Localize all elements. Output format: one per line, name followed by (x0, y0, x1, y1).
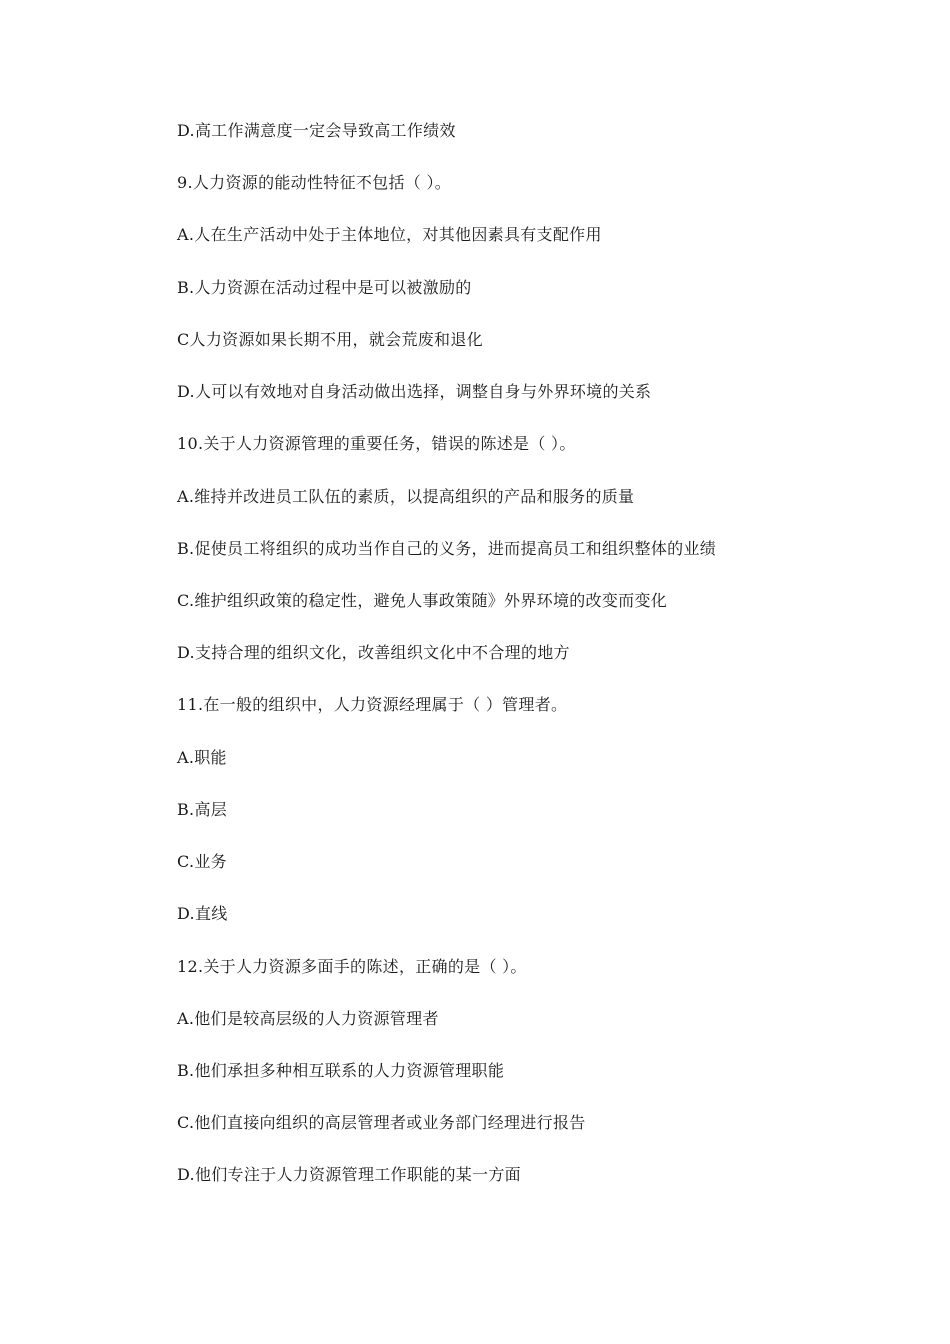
question-10-stem: 10.关于人力资源管理的重要任务，错误的陈述是（ ）。 (177, 434, 576, 453)
question-12-option-a: A.他们是较高层级的人力资源管理者 (177, 1009, 439, 1028)
question-9-option-d: D.人可以有效地对自身活动做出选择，调整自身与外界环境的关系 (177, 382, 652, 401)
question-12-option-b: B.他们承担多种相互联系的人力资源管理职能 (177, 1061, 505, 1080)
question-11-option-a: A.职能 (177, 748, 227, 767)
question-9-option-a: A.人在生产活动中处于主体地位，对其他因素具有支配作用 (177, 225, 602, 244)
question-11-option-c: C.业务 (177, 852, 227, 871)
question-10-option-b: B.促使员工将组织的成功当作自己的义务，进而提高员工和组织整体的业绩 (177, 539, 717, 558)
question-9-option-b: B.人力资源在活动过程中是可以被激励的 (177, 278, 472, 297)
question-9-stem: 9.人力资源的能动性特征不包括（ ）。 (177, 173, 452, 192)
question-11-option-b: B.高层 (177, 800, 228, 819)
question-8-option-d: D.高工作满意度一定会导致高工作绩效 (177, 121, 456, 140)
question-12-option-d: D.他们专注于人力资源管理工作职能的某一方面 (177, 1165, 521, 1184)
question-12-stem: 12.关于人力资源多面手的陈述，正确的是（ ）。 (177, 957, 527, 976)
question-10-option-a: A.维持并改进员工队伍的素质，以提高组织的产品和服务的质量 (177, 487, 635, 506)
question-9-option-c: C人力资源如果长期不用，就会荒废和退化 (177, 330, 483, 349)
question-11-option-d: D.直线 (177, 904, 228, 923)
question-10-option-c: C.维护组织政策的稳定性，避免人事政策随》外界环境的改变而变化 (177, 591, 668, 610)
question-11-stem: 11.在一般的组织中，人力资源经理属于（ ）管理者。 (177, 695, 568, 714)
question-10-option-d: D.支持合理的组织文化，改善组织文化中不合理的地方 (177, 643, 570, 662)
question-12-option-c: C.他们直接向组织的高层管理者或业务部门经理进行报告 (177, 1113, 586, 1132)
